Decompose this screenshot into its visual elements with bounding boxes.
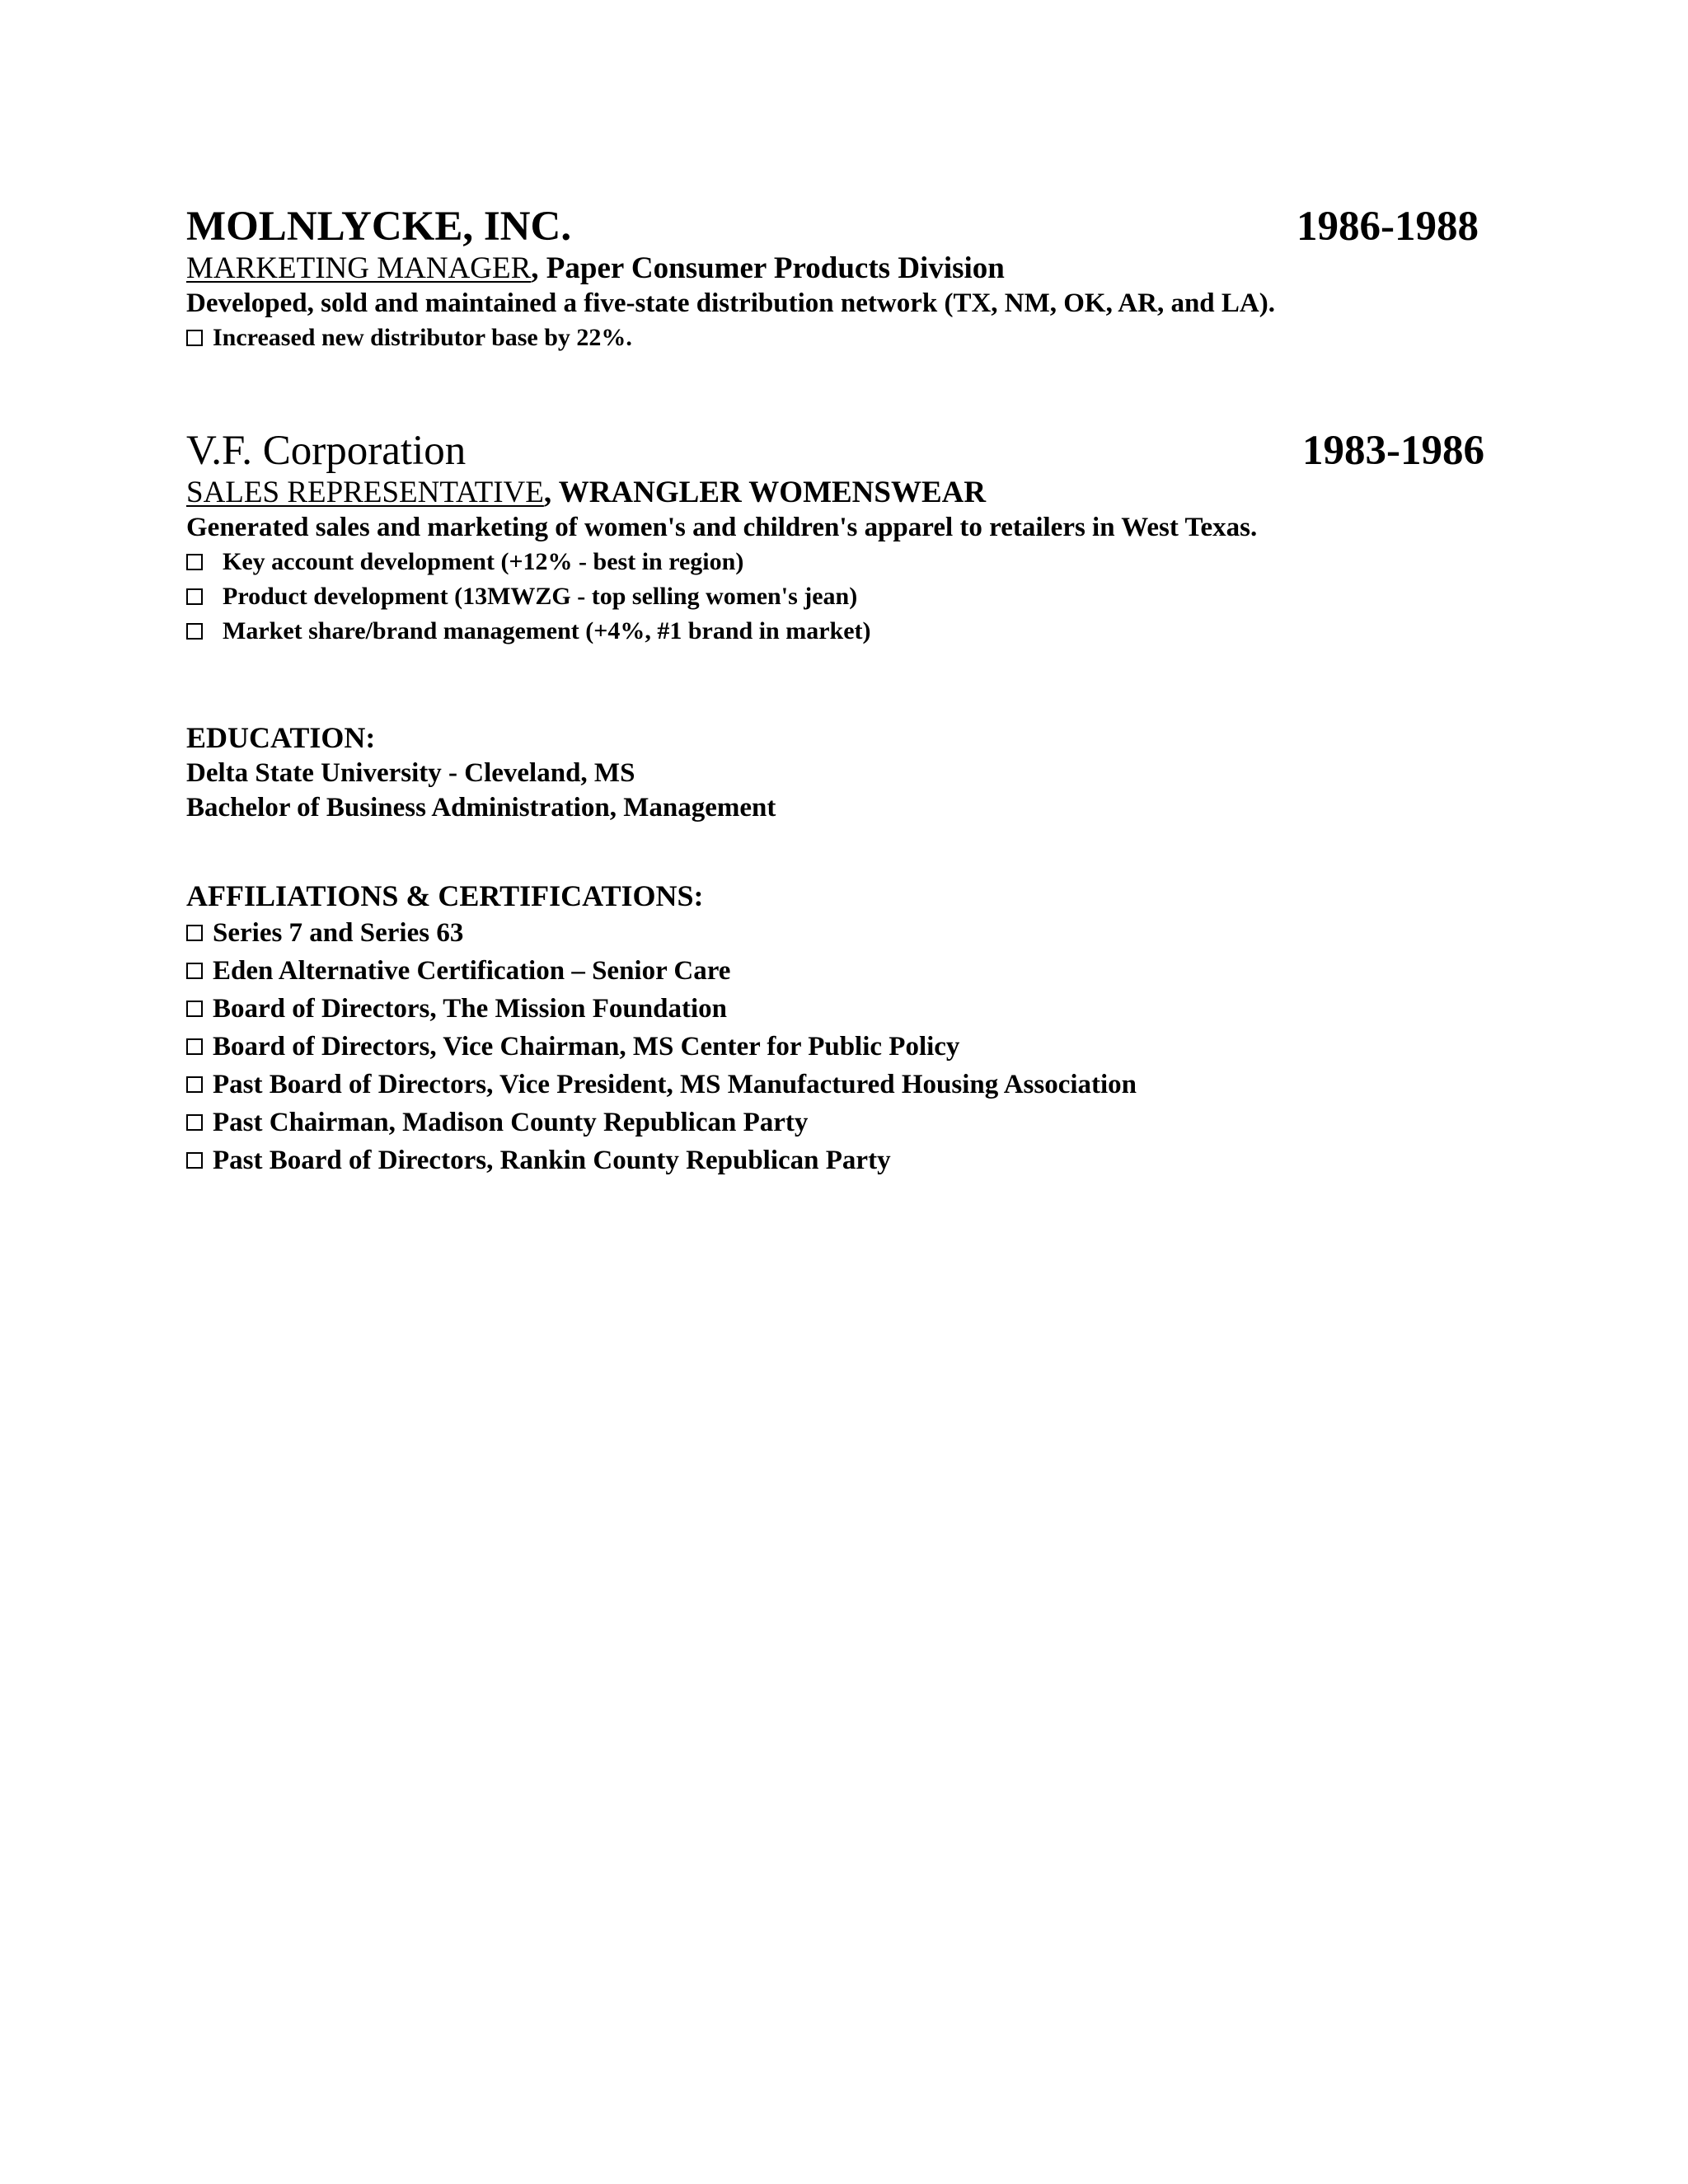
job-header [186, 202, 1505, 251]
list-item [186, 1028, 1505, 1066]
job-bullets [186, 321, 1505, 355]
affiliation-text: Eden Alternative Certification – Senior Care [213, 956, 731, 986]
section-heading: AFFILIATIONS & CERTIFICATIONS: [186, 879, 704, 912]
checkbox-square-icon [186, 554, 203, 570]
checkbox-square-icon [186, 1114, 203, 1131]
job-title-line [186, 476, 1505, 510]
checkbox-square-icon [186, 1001, 203, 1017]
affiliation-text: Past Chairman, Madison County Republican Party [213, 1108, 809, 1137]
education-degree: Bachelor of Business Administration, Management [186, 793, 776, 823]
job-title-line [186, 251, 1505, 286]
company-name: MOLNLYCKE, INC. [186, 204, 572, 250]
job-vf-corporation [186, 426, 1505, 649]
checkbox-square-icon [186, 1152, 203, 1169]
education-section [186, 719, 1505, 825]
affiliation-text: Series 7 and Series 63 [213, 918, 464, 948]
list-item [186, 1141, 1505, 1179]
list-item [186, 914, 1505, 952]
affiliations-section [186, 878, 1505, 1179]
job-dates: 1986-1988 [1296, 204, 1479, 250]
resume-page [186, 202, 1505, 1179]
checkbox-square-icon [186, 1038, 203, 1055]
job-molnlycke [186, 202, 1505, 355]
list-item [186, 321, 1505, 355]
affiliations-list [186, 914, 1505, 1179]
job-role: MARKETING MANAGER [186, 251, 532, 285]
job-dates: 1983-1986 [1302, 428, 1484, 474]
list-item [186, 952, 1505, 990]
list-item [186, 545, 1505, 579]
affiliation-text: Past Board of Directors, Vice President, MS Manufactured Housing Association [213, 1070, 1137, 1099]
checkbox-square-icon [186, 925, 203, 941]
list-item [186, 579, 1505, 614]
company-name: V.F. Corporation [186, 428, 467, 474]
section-heading: EDUCATION: [186, 721, 376, 754]
bullet-text: Product development (13MWZG - top selling women's jean) [223, 583, 858, 610]
bullet-text: Increased new distributor base by 22%. [213, 324, 632, 351]
bullet-text: Market share/brand management (+4%, #1 brand in market) [223, 617, 871, 644]
job-role-suffix: , WRANGLER WOMENSWEAR [543, 476, 987, 509]
affiliation-text: Board of Directors, The Mission Foundation [213, 994, 727, 1024]
checkbox-square-icon [186, 623, 203, 640]
list-item [186, 1066, 1505, 1104]
affiliation-text: Board of Directors, Vice Chairman, MS Center for Public Policy [213, 1032, 960, 1062]
list-item [186, 990, 1505, 1028]
checkbox-square-icon [186, 588, 203, 605]
checkbox-square-icon [186, 963, 203, 979]
checkbox-square-icon [186, 330, 203, 346]
education-school: Delta State University - Cleveland, MS [186, 758, 635, 788]
list-item [186, 1104, 1505, 1141]
job-role-suffix: , Paper Consumer Products Division [531, 251, 1005, 285]
job-header [186, 426, 1505, 476]
checkbox-square-icon [186, 1076, 203, 1093]
job-description: Developed, sold and maintained a five-state distribution network (TX, NM, OK, AR, and LA). [186, 288, 1275, 318]
bullet-text: Key account development (+12% - best in region) [223, 548, 744, 575]
list-item [186, 614, 1505, 649]
job-description: Generated sales and marketing of women's and children's apparel to retailers in West Texas. [186, 513, 1258, 542]
affiliation-text: Past Board of Directors, Rankin County Republican Party [213, 1146, 891, 1175]
job-bullets [186, 545, 1505, 649]
job-role: SALES REPRESENTATIVE [186, 476, 544, 509]
